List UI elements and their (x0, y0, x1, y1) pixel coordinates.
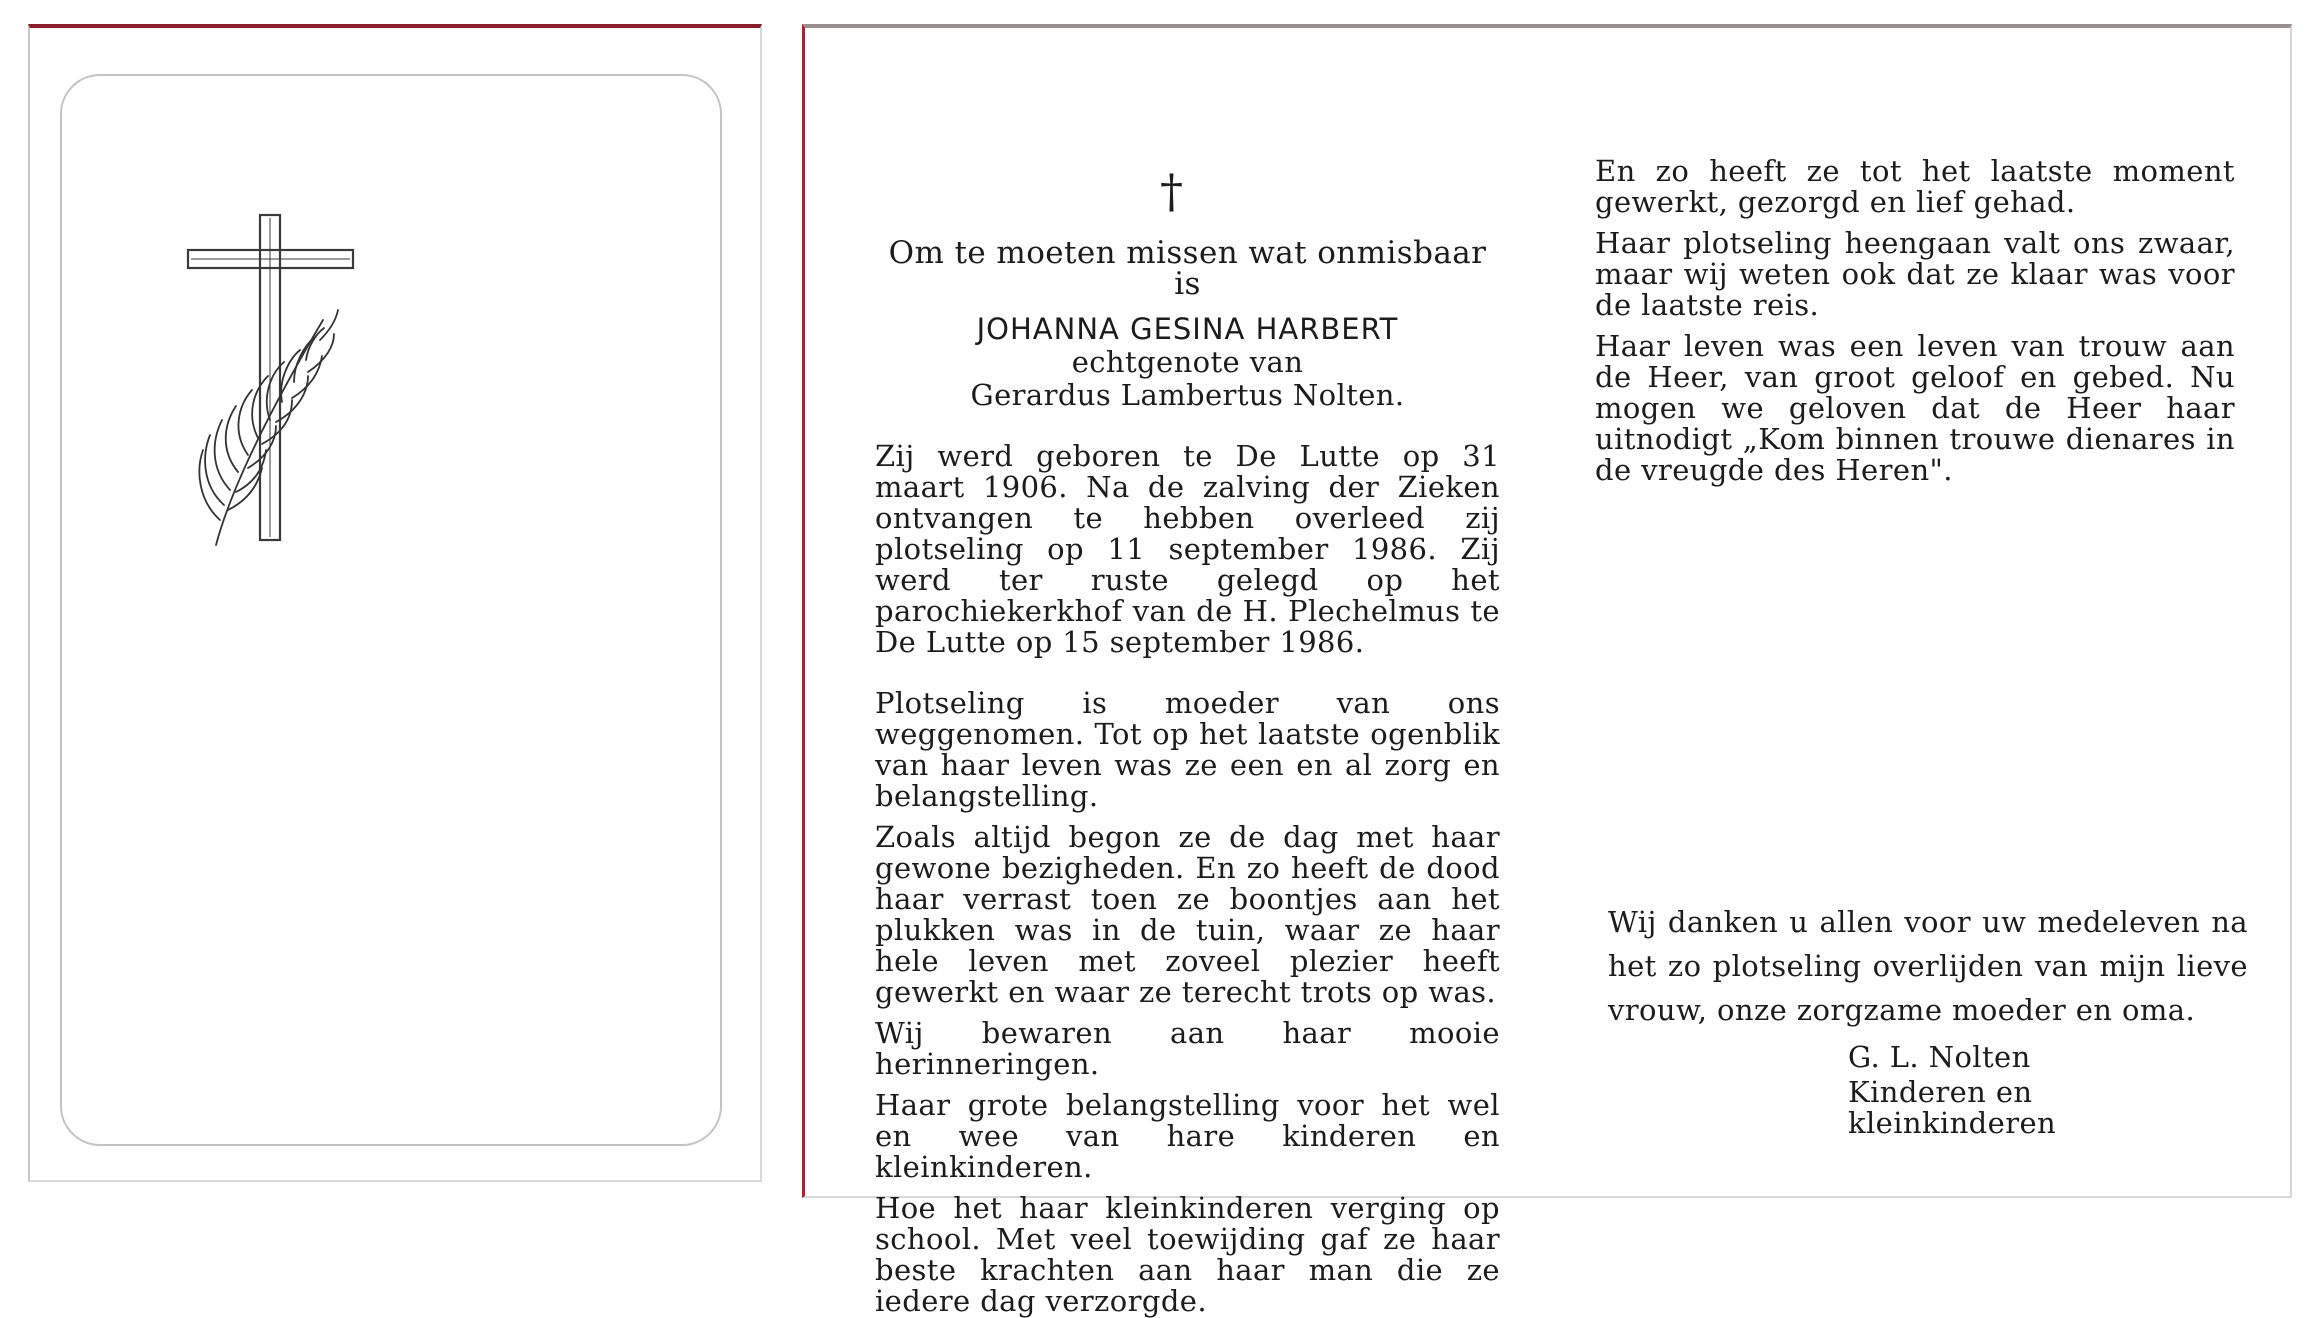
text-paragraph: Haar leven was een leven van trouw aan de Heer, van groot geloof en gebed. Nu mogen we geloven dat de Heer haar uitnodigt „Kom binnen trouwe dienares in de vreugde des Heren". (1595, 329, 2235, 487)
thanks-block (1608, 900, 2248, 1139)
card-inside (802, 24, 2292, 1318)
text-paragraph: Plotseling is moeder van ons weggenomen. Tot op het laatste ogenblik van haar leven was ze een en al zorg en belangstelling. (875, 686, 1500, 813)
text-paragraph: Wij bewaren aan haar mooie herinneringen. (875, 1016, 1500, 1081)
text-paragraph: Zoals altijd begon ze de dag met haar gewone bezigheden. En zo heeft de dood haar verrast toen ze boontjes aan het plukken was in de tuin, waar ze haar hele leven met zoveel plezier heeft gewerkt en waar ze terecht trots op was. (875, 820, 1500, 1009)
signature-family: Kinderen en kleinkinderen (1848, 1075, 2057, 1140)
text-paragraph: Hoe het haar kleinkinderen verging op school. Met veel toewijding gaf ze haar beste krachten aan haar man die ze iedere dag verzorgde. (875, 1191, 1500, 1318)
spouse-name: Gerardus Lambertus Nolten. (970, 378, 1405, 412)
text-paragraph: En zo heeft ze tot het laatste moment gewerkt, gezorgd en lief gehad. (1595, 154, 2235, 219)
text-paragraph: Zij werd geboren te De Lutte op 31 maart 1906. Na de zalving der Zieken ontvangen te hebben overleed zij plotseling op 11 september 1986. Zij werd ter ruste gelegd op het parochiekerkhof van de H. Plechelmus te De Lutte op 15 september 1986. (875, 439, 1500, 659)
relation-line: echtgenote van (1071, 345, 1304, 379)
dagger-cross-icon: † (1160, 164, 1183, 218)
right-column (1595, 156, 2235, 486)
text-paragraph: Haar plotseling heengaan valt ons zwaar, maar wij weten ook dat ze klaar was voor de laatste reis. (1595, 226, 2235, 322)
deceased-name: JOHANNA GESINA HARBERT (976, 312, 1399, 346)
cross-with-palm-icon (158, 200, 388, 550)
card-front (28, 24, 762, 1182)
left-column (875, 235, 1500, 1318)
thanks-text: Wij danken u allen voor uw medeleven na het zo plotseling overlijden van mijn lieve vrouw, onze zorgzame moeder en oma. (1608, 905, 2248, 1027)
signature-name: G. L. Nolten (1848, 1040, 2031, 1074)
text-paragraph: Haar grote belangstelling voor het wel en wee van hare kinderen en kleinkinderen. (875, 1088, 1500, 1184)
intro-line: Om te moeten missen wat onmisbaar is (888, 235, 1487, 302)
